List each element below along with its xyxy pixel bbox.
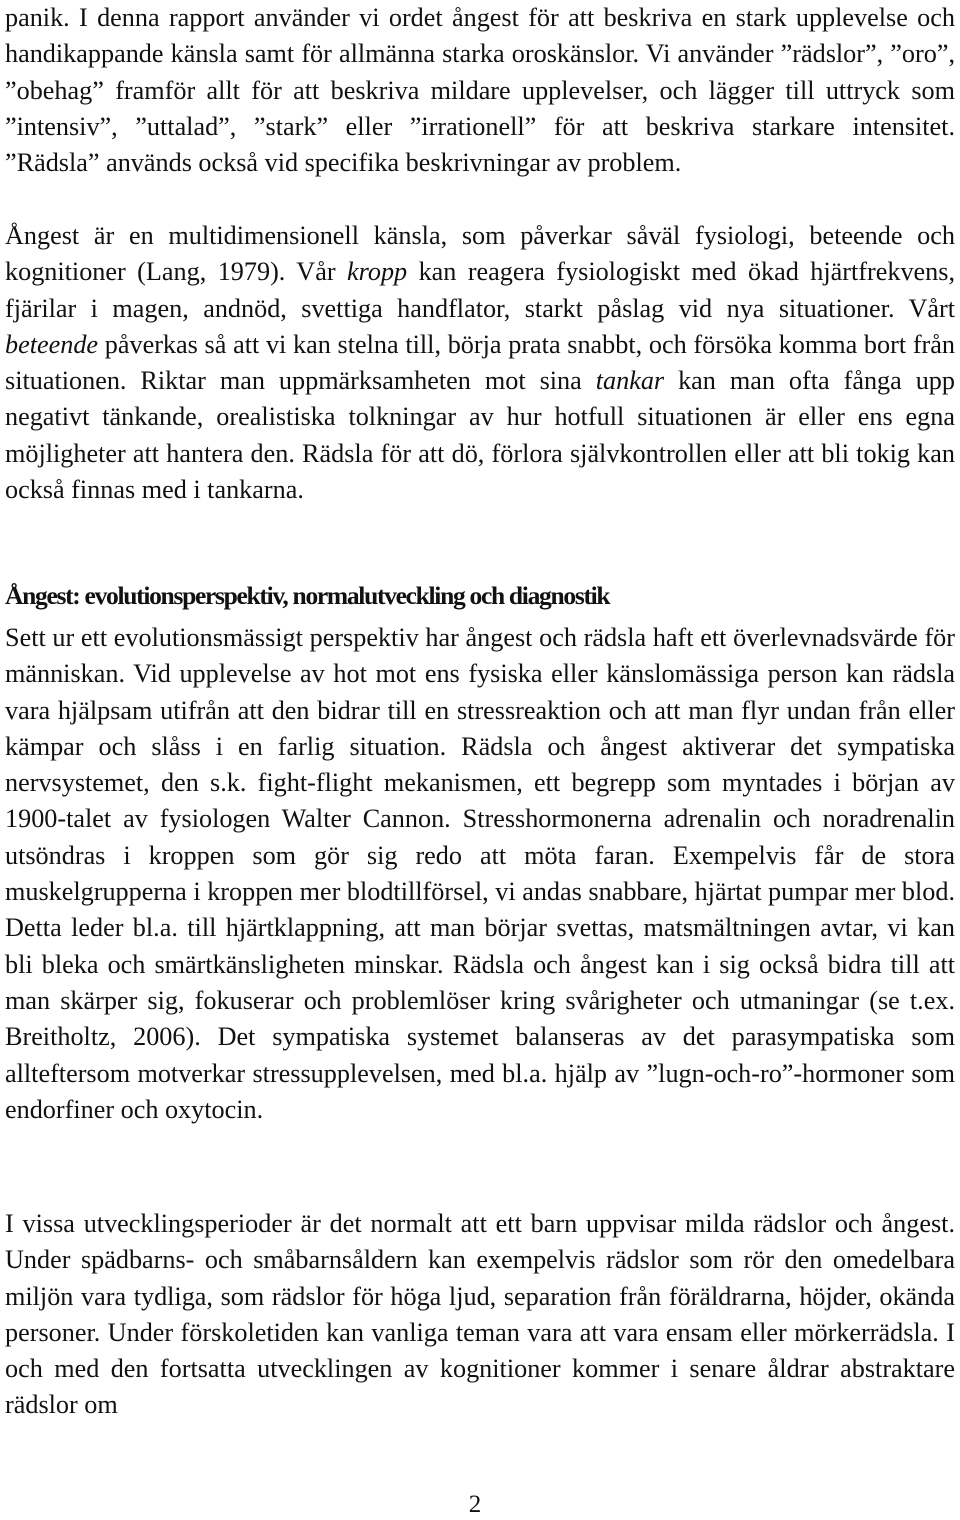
page-number: 2 xyxy=(468,1491,482,1518)
body-paragraph xyxy=(5,1206,955,1424)
emphasized-text: kropp xyxy=(347,257,408,287)
body-paragraph xyxy=(5,620,955,1128)
text-run: I vissa utvecklingsperioder är det normalt att ett barn uppvisar milda rädslor och ångest. Under spädbarns- och småbarnsåldern kan exempelvis rädslor som rör den omedelbara miljön vara tydliga, som rädslor för höga ljud, separation från föräldrarna, höjder, okända personer. Under förskoletiden kan vanliga teman vara att vara ensam eller mörkerrädsla. I och med den fortsatta utvecklingen av kognitioner kommer i senare åldrar abstraktare rädslor om xyxy=(5,1209,955,1420)
text-run: påverkas så att vi kan stelna till, börja prata snabbt, och försöka komma bort från situationen. Riktar man uppmärksamheten mot sina xyxy=(5,329,955,396)
body-paragraph xyxy=(5,218,955,508)
text-run: panik. I denna rapport använder vi ordet ångest för att beskriva en stark upplevelse och handikappande känsla samt för allmänna starka oroskänslor. Vi använder ”rädslor”, ”oro”, ”obehag” framför allt för att beskriva mildare upplevelser, och lägger till uttryck som ”intensiv”, ”uttalad”, ”stark” eller ”irrationell” för att beskriva starkare intensitet. ”Rädsla” används också vid specifika beskrivningar av problem. xyxy=(5,3,955,178)
emphasized-text: beteende xyxy=(5,329,99,359)
text-run: Sett ur ett evolutionsmässigt perspektiv har ångest och rädsla haft ett överlevnadsvärde för människan. Vid upplevelse av hot mot ens fysiska eller känslomässiga person kan rädsla vara hjälpsam utifrån att den bidrar till en stressreaktion och att man flyr undan från eller kämpar och slåss i en farlig situation. Rädsla och ångest aktiverar det sympatiska nervsystemet, den s.k. fight-flight mekanismen, ett begrepp som myntades i början av 1900-talet av fysiologen Walter Cannon. Stresshormonerna adrenalin och noradrenalin utsöndras i kroppen som gör sig redo att möta faran. Exempelvis får de stora muskelgrupperna i kroppen mer blodtillförsel, vi andas snabbare, hjärtat pumpar mer blod. Detta leder bl.a. till hjärtklappning, att man börjar svettas, matsmältningen avtar, vi kan bli bleka och smärtkänsligheten minskar. Rädsla och ångest kan i sig också bidra till att man skärper sig, fokuserar och problemlöser kring svårigheter och utmaningar (se t.ex. Breitholtz, 2006). Det sympatiska systemet balanseras av det parasympatiska som allteftersom motverkar stressupplevelsen, med bl.a. hjälp av ”lugn-och-ro”-hormoner som endorfiner och oxytocin. xyxy=(5,623,955,1124)
body-paragraph xyxy=(5,0,955,181)
text-run: kan reagera fysiologiskt med ökad hjärtfrekvens, fjärilar i magen, andnöd, svettiga handflator, starkt påslag vid nya situationer. Vårt xyxy=(5,257,956,323)
section-heading: Ångest: evolutionsperspektiv, normalutveckling och diagnostik xyxy=(5,581,610,610)
text-run: Ångest är en multidimensionell känsla, som påverkar såväl fysiologi, beteende och kognitioner (Lang, 1979). Vår xyxy=(5,221,955,287)
text-run: kan man ofta fånga upp negativt tänkande, orealistiska tolkningar av hur hotfull situationen är eller ens egna möjligheter att hantera den. Rädsla för att dö, förlora självkontrollen eller att bli tokig kan också finnas med i tankarna. xyxy=(5,366,955,505)
emphasized-text: tankar xyxy=(595,366,665,396)
